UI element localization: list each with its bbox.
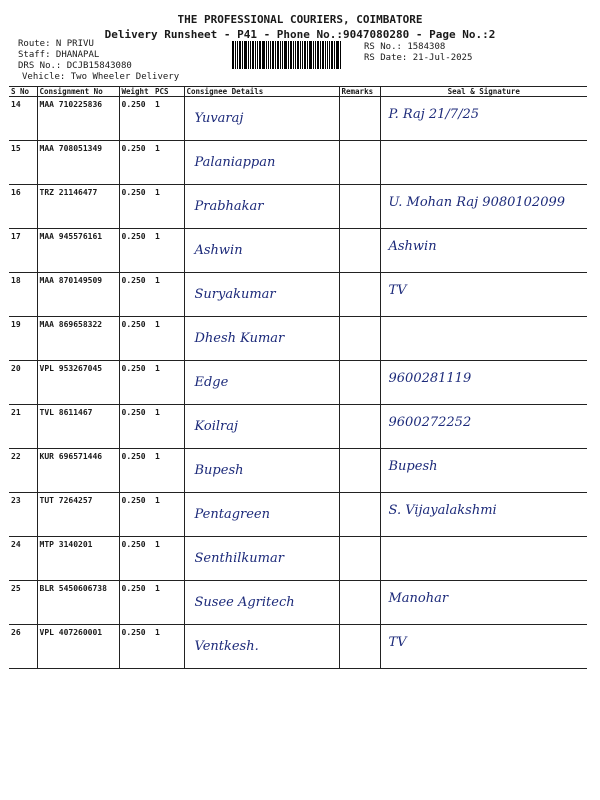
- consignee-handwritten: [184, 581, 339, 625]
- table-row: [9, 141, 587, 185]
- remarks-cell: [339, 141, 380, 185]
- remarks-cell: [339, 493, 380, 537]
- consignment-number: MAA 710225836: [37, 97, 119, 141]
- drs-text: DRS No.: DCJB15843080: [18, 61, 132, 71]
- rs-no-text: RS No.: 1584308: [364, 42, 446, 52]
- seal-signature-cell: [380, 493, 587, 537]
- seal-signature-cell: [380, 405, 587, 449]
- pcs-cell: 1: [153, 185, 184, 229]
- consignment-number: MAA 870149509: [37, 273, 119, 317]
- pcs-cell: 1: [153, 581, 184, 625]
- vehicle-text: Vehicle: Two Wheeler Delivery: [22, 72, 180, 82]
- weight-cell: 0.250: [119, 493, 153, 537]
- pcs-cell: 1: [153, 537, 184, 581]
- consignee-handwritten: [184, 317, 339, 361]
- consignment-number: MAA 945576161: [37, 229, 119, 273]
- table-row: [9, 229, 587, 273]
- weight-cell: 0.250: [119, 361, 153, 405]
- consignee-handwritten: [184, 229, 339, 273]
- barcode: [232, 41, 360, 69]
- signature: TV: [388, 283, 407, 298]
- consignee-handwritten: [184, 449, 339, 493]
- remarks-cell: [339, 317, 380, 361]
- pcs-cell: 1: [153, 97, 184, 141]
- pcs-cell: 1: [153, 449, 184, 493]
- remarks-cell: [339, 273, 380, 317]
- consignee-name: Palaniappan: [194, 155, 276, 170]
- col-pcs: PCS: [153, 87, 184, 97]
- col-remarks: Remarks: [339, 87, 380, 97]
- consignee-name: Yuvaraj: [194, 111, 244, 126]
- table-row: [9, 625, 587, 669]
- consignee-handwritten: [184, 405, 339, 449]
- consignee-handwritten: [184, 97, 339, 141]
- seal-signature-cell: [380, 581, 587, 625]
- col-weight: Weight: [119, 87, 153, 97]
- consignee-handwritten: [184, 625, 339, 669]
- consignee-name: Prabhakar: [194, 199, 264, 214]
- consignee-name: Pentagreen: [194, 507, 270, 522]
- weight-cell: 0.250: [119, 625, 153, 669]
- consignment-number: TRZ 21146477: [37, 185, 119, 229]
- signature: U. Mohan Raj 9080102099: [388, 195, 566, 210]
- sno-cell: 20: [9, 361, 37, 405]
- weight-cell: 0.250: [119, 581, 153, 625]
- document-title: THE PROFESSIONAL COURIERS, COIMBATORE: [177, 13, 423, 26]
- consignee-handwritten: [184, 185, 339, 229]
- pcs-cell: 1: [153, 317, 184, 361]
- remarks-cell: [339, 581, 380, 625]
- table-row: [9, 405, 587, 449]
- weight-cell: 0.250: [119, 273, 153, 317]
- weight-cell: 0.250: [119, 405, 153, 449]
- weight-cell: 0.250: [119, 185, 153, 229]
- remarks-cell: [339, 537, 380, 581]
- sno-cell: 15: [9, 141, 37, 185]
- seal-signature-cell: [380, 185, 587, 229]
- sno-cell: 17: [9, 229, 37, 273]
- sno-cell: 22: [9, 449, 37, 493]
- sno-cell: 18: [9, 273, 37, 317]
- signature: 9600272252: [388, 415, 472, 430]
- weight-cell: 0.250: [119, 97, 153, 141]
- col-consignee: Consignee Details: [184, 87, 339, 97]
- col-seal: Seal & Signature: [380, 87, 587, 97]
- rs-date-text: RS Date: 21-Jul-2025: [364, 53, 473, 63]
- sno-cell: 19: [9, 317, 37, 361]
- pcs-cell: 1: [153, 493, 184, 537]
- consignee-handwritten: [184, 537, 339, 581]
- consignee-handwritten: [184, 493, 339, 537]
- remarks-cell: [339, 97, 380, 141]
- consignee-name: Ventkesh.: [194, 639, 259, 654]
- col-sno: S No: [9, 87, 37, 97]
- weight-cell: 0.250: [119, 229, 153, 273]
- sno-cell: 21: [9, 405, 37, 449]
- sno-cell: 25: [9, 581, 37, 625]
- sno-cell: 26: [9, 625, 37, 669]
- table-row: [9, 581, 587, 625]
- consignee-handwritten: [184, 273, 339, 317]
- seal-signature-cell: [380, 625, 587, 669]
- runsheet-subtitle: Delivery Runsheet - P41 - Phone No.:9047080280 - Page No.:2: [104, 28, 496, 41]
- pcs-cell: 1: [153, 625, 184, 669]
- consignee-name: Dhesh Kumar: [194, 331, 285, 346]
- pcs-cell: 1: [153, 361, 184, 405]
- table-row: [9, 537, 587, 581]
- consignee-handwritten: [184, 361, 339, 405]
- consignee-name: Susee Agritech: [194, 595, 295, 610]
- remarks-cell: [339, 625, 380, 669]
- signature: TV: [388, 635, 407, 650]
- consignment-number: VPL 407260001: [37, 625, 119, 669]
- table-header-row: [9, 87, 587, 97]
- table-row: [9, 449, 587, 493]
- consignee-name: Ashwin: [194, 243, 243, 258]
- signature: S. Vijayalakshmi: [388, 503, 497, 518]
- consignment-number: TVL 8611467: [37, 405, 119, 449]
- col-consignment: Consignment No: [37, 87, 119, 97]
- remarks-cell: [339, 185, 380, 229]
- signature: Bupesh: [388, 459, 438, 474]
- consignee-name: Senthilkumar: [194, 551, 284, 566]
- table-row: [9, 273, 587, 317]
- table-row: [9, 361, 587, 405]
- signature: Ashwin: [388, 239, 437, 254]
- consignment-number: BLR 5450606738: [37, 581, 119, 625]
- consignment-number: TUT 7264257: [37, 493, 119, 537]
- consignee-name: Koilraj: [194, 419, 239, 434]
- header-right-info: [364, 42, 472, 64]
- sno-cell: 16: [9, 185, 37, 229]
- sno-cell: 24: [9, 537, 37, 581]
- route-text: Route: N PRIVU: [18, 39, 94, 49]
- signature: Manohar: [388, 591, 449, 606]
- table-row: [9, 185, 587, 229]
- seal-signature-cell: [380, 229, 587, 273]
- consignee-name: Suryakumar: [194, 287, 276, 302]
- seal-signature-cell: [380, 141, 587, 185]
- seal-signature-cell: [380, 273, 587, 317]
- pcs-cell: 1: [153, 229, 184, 273]
- table-row: [9, 97, 587, 141]
- pcs-cell: 1: [153, 405, 184, 449]
- signature: 9600281119: [388, 371, 472, 386]
- seal-signature-cell: [380, 449, 587, 493]
- pcs-cell: 1: [153, 141, 184, 185]
- remarks-cell: [339, 449, 380, 493]
- consignment-number: KUR 696571446: [37, 449, 119, 493]
- weight-cell: 0.250: [119, 537, 153, 581]
- remarks-cell: [339, 405, 380, 449]
- weight-cell: 0.250: [119, 317, 153, 361]
- sno-cell: 23: [9, 493, 37, 537]
- consignment-number: VPL 953267045: [37, 361, 119, 405]
- consignment-number: MTP 3140201: [37, 537, 119, 581]
- consignee-name: Bupesh: [194, 463, 244, 478]
- table-row: [9, 493, 587, 537]
- signature: P. Raj 21/7/25: [388, 107, 479, 122]
- pcs-cell: 1: [153, 273, 184, 317]
- consignment-number: MAA 708051349: [37, 141, 119, 185]
- weight-cell: 0.250: [119, 141, 153, 185]
- seal-signature-cell: [380, 317, 587, 361]
- sno-cell: 14: [9, 97, 37, 141]
- seal-signature-cell: [380, 97, 587, 141]
- consignee-handwritten: [184, 141, 339, 185]
- staff-text: Staff: DHANAPAL: [18, 50, 100, 60]
- weight-cell: 0.250: [119, 449, 153, 493]
- header-left-info: [18, 39, 179, 83]
- remarks-cell: [339, 361, 380, 405]
- runsheet-table: [9, 86, 587, 669]
- consignment-number: MAA 869658322: [37, 317, 119, 361]
- seal-signature-cell: [380, 537, 587, 581]
- remarks-cell: [339, 229, 380, 273]
- seal-signature-cell: [380, 361, 587, 405]
- table-row: [9, 317, 587, 361]
- consignee-name: Edge: [194, 375, 229, 390]
